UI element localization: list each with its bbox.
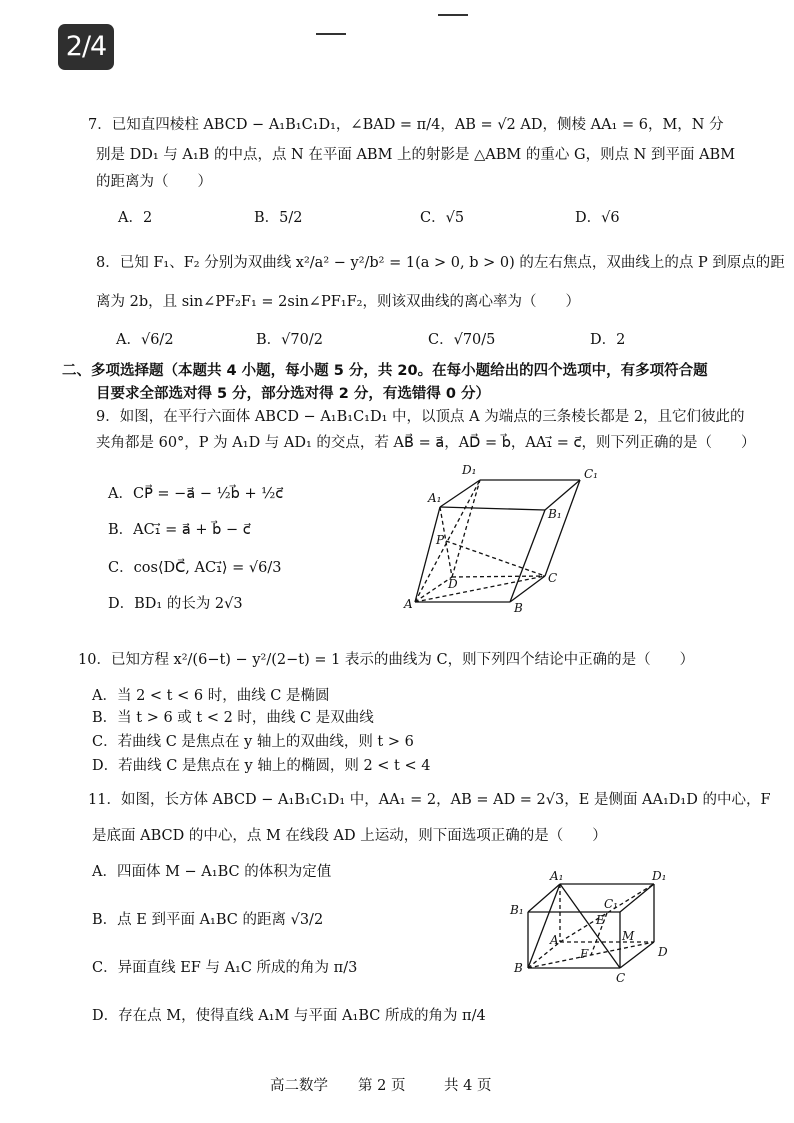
- q11-label-d1: D₁: [652, 869, 667, 883]
- q11-label-d: D: [658, 945, 668, 959]
- q10-option-b: B．当 t > 6 或 t < 2 时，曲线 C 是双曲线: [92, 710, 374, 726]
- q9-label-c: C: [548, 571, 558, 585]
- q8-option-c: C．√70/5: [428, 332, 496, 348]
- q11-label-f: F: [580, 947, 589, 961]
- q11-label-c: C: [616, 971, 626, 985]
- q9-option-c: C．cos⟨DC⃗, AC₁⃗⟩ = √6/3: [108, 560, 282, 576]
- q11-line2: 是底面 ABCD 的中心，点 M 在线段 AD 上运动，则下面选项正确的是（ ）: [92, 828, 607, 844]
- q8-option-a: A．√6/2: [116, 332, 174, 348]
- q11-option-a: A．四面体 M − A₁BC 的体积为定值: [92, 864, 332, 880]
- q10-option-d: D．若曲线 C 是焦点在 y 轴上的椭圆，则 2 < t < 4: [92, 758, 431, 774]
- q8-line1: 8．已知 F₁、F₂ 分别为双曲线 x²/a² − y²/b² = 1(a > 0, b > 0) 的左右焦点，双曲线上的点 P 到原点的距: [96, 255, 785, 271]
- q11-option-b: B．点 E 到平面 A₁BC 的距离 √3/2: [92, 912, 324, 928]
- page-badge: 2/4: [58, 24, 114, 70]
- q7-option-a: A．2: [118, 210, 153, 226]
- q11-option-c: C．异面直线 EF 与 A₁C 所成的角为 π/3: [92, 960, 358, 976]
- q7-line1: 7．已知直四棱柱 ABCD − A₁B₁C₁D₁，∠BAD = π/4，AB = √2 AD，侧棱 AA₁ = 6，M，N 分: [88, 117, 724, 133]
- q8-option-b: B．√70/2: [256, 332, 323, 348]
- q11-label-e: E: [596, 913, 605, 927]
- section2-line2: 目要求全部选对得 5 分，部分选对得 2 分，有选错得 0 分）: [96, 386, 491, 402]
- q11-label-m: M: [622, 929, 635, 943]
- q11-cuboid-figure: [508, 868, 678, 986]
- q9-label-d: D: [448, 577, 458, 591]
- q7-option-c: C．√5: [420, 210, 465, 226]
- q10-line1: 10．已知方程 x²/(6−t) − y²/(2−t) = 1 表示的曲线为 C，则下列四个结论中正确的是（ ）: [78, 652, 695, 668]
- q7-option-b: B．5/2: [254, 210, 303, 226]
- q7-option-d: D．√6: [575, 210, 620, 226]
- q9-label-d1: D₁: [462, 463, 477, 477]
- q8-line2: 离为 2b，且 sin∠PF₂F₁ = 2sin∠PF₁F₂，则该双曲线的离心率为（ ）: [96, 294, 580, 310]
- q11-label-b: B: [514, 961, 523, 975]
- q10-option-c: C．若曲线 C 是焦点在 y 轴上的双曲线，则 t > 6: [92, 734, 414, 750]
- q7-line2: 别是 DD₁ 与 A₁B 的中点，点 N 在平面 ABM 上的射影是 △ABM 的重心 G，则点 N 到平面 ABM: [96, 147, 736, 163]
- scan-mark-right: [438, 14, 468, 16]
- scan-mark-left: [316, 33, 346, 35]
- q9-line2: 夹角都是 60°，P 为 A₁D 与 AD₁ 的交点，若 AB⃗ = a⃗，AD⃗ = b⃗，AA₁⃗ = c⃗，则下列正确的是（ ）: [96, 435, 756, 451]
- q9-label-a1: A₁: [428, 491, 442, 505]
- q9-option-b: B．AC₁⃗ = a⃗ + b⃗ − c⃗: [108, 522, 251, 538]
- q9-option-d: D．BD₁ 的长为 2√3: [108, 596, 243, 612]
- q8-option-d: D．2: [590, 332, 626, 348]
- q9-label-b: B: [514, 601, 523, 615]
- q11-option-d: D．存在点 M，使得直线 A₁M 与平面 A₁BC 所成的角为 π/4: [92, 1008, 486, 1024]
- q11-line1: 11．如图，长方体 ABCD − A₁B₁C₁D₁ 中，AA₁ = 2，AB = AD = 2√3，E 是侧面 AA₁D₁D 的中心，F: [88, 792, 771, 808]
- q9-label-c1: C₁: [584, 467, 598, 481]
- q9-parallelepiped-figure: [400, 460, 600, 615]
- q10-option-a: A．当 2 < t < 6 时，曲线 C 是椭圆: [92, 688, 330, 704]
- footer-subject: 高二数学: [270, 1078, 328, 1094]
- q11-label-a1: A₁: [550, 869, 564, 883]
- q9-label-b1: B₁: [548, 507, 562, 521]
- q7-line3: 的距离为（ ）: [96, 174, 212, 190]
- footer-total: 共 4 页: [444, 1078, 492, 1094]
- section2-line1: 二、多项选择题（本题共 4 小题，每小题 5 分，共 20。在每小题给出的四个选项中，有多项符合题: [62, 363, 708, 379]
- q9-label-a: A: [404, 597, 413, 611]
- q11-label-b1: B₁: [510, 903, 524, 917]
- q11-label-a: A: [550, 933, 559, 947]
- q9-label-p: P: [436, 533, 445, 547]
- q9-line1: 9．如图，在平行六面体 ABCD − A₁B₁C₁D₁ 中，以顶点 A 为端点的三条棱长都是 2，且它们彼此的: [96, 409, 745, 425]
- footer-page: 第 2 页: [358, 1078, 406, 1094]
- q11-label-c1: C₁: [604, 897, 618, 911]
- q9-option-a: A．CP⃗ = −a⃗ − ½b⃗ + ½c⃗: [108, 486, 284, 502]
